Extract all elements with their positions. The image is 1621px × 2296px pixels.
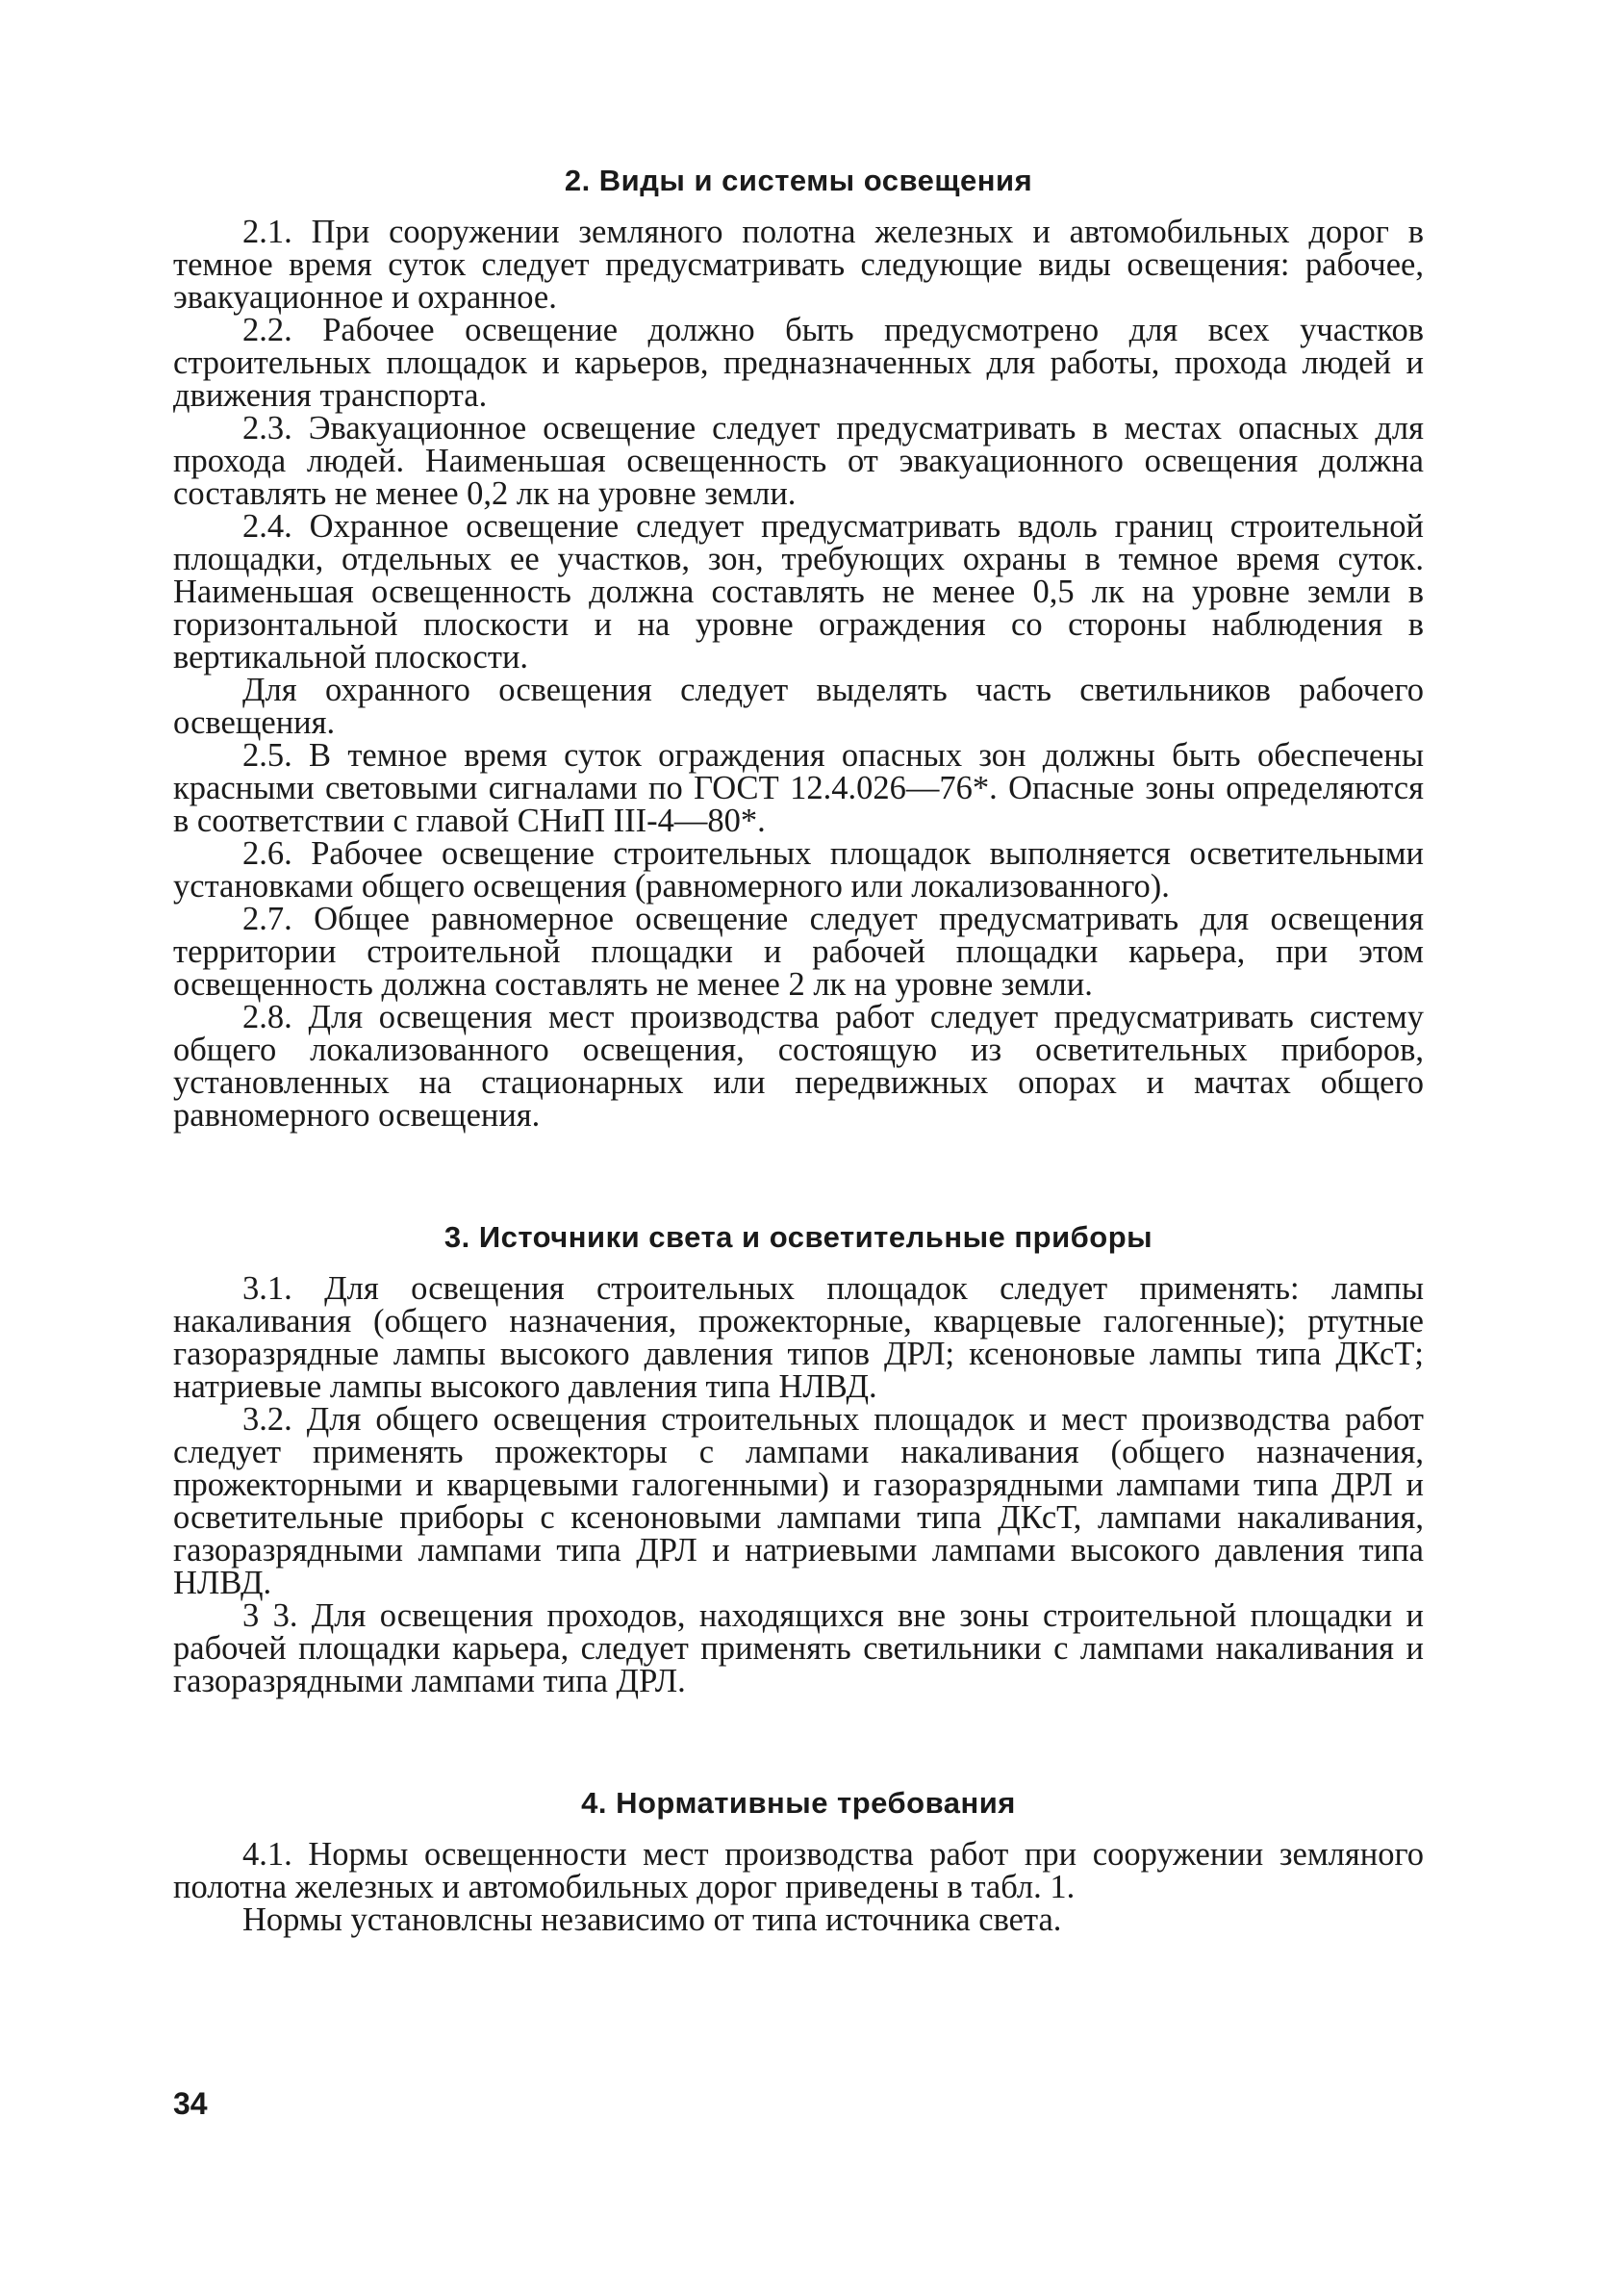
paragraph-2-1: 2.1. При сооружении земляного полотна железных и автомобильных дорог в темное время суток следует предусматривать следующие виды освещения: рабочее, эвакуационное и охранное. bbox=[173, 214, 1424, 316]
paragraph-4-1-note: Нормы установлсны независимо от типа источника света. bbox=[242, 1901, 1062, 1938]
paragraph-2-5: 2.5. В темное время суток ограждения опасных зон должны быть обеспечены красными световыми сигналами по ГОСТ 12.4.026—76*. Опасные зоны определяются в соответствии с главой СНиП III-4—80*. bbox=[173, 737, 1424, 839]
paragraph-2-2: 2.2. Рабочее освещение должно быть предусмотрено для всех участков строительных площадок и карьеров, предназначенных для работы, прохода людей и движения транспорта. bbox=[173, 312, 1424, 414]
section-lighting-types bbox=[173, 164, 1424, 1132]
paragraph-4-1: 4.1. Нормы освещенности мест производства работ при сооружении земляного полотна железных и автомобильных дорог приведены в табл. 1. bbox=[173, 1836, 1424, 1905]
paragraph-3-3: 3 3. Для освещения проходов, находящихся вне зоны строительной площадки и рабочей площадки карьера, следует применять светильники с лампами накаливания и газоразрядными лампами типа ДРЛ. bbox=[173, 1597, 1424, 1699]
section-title: 3. Источники света и осветительные приборы bbox=[443, 1220, 1153, 1254]
section-title: 4. Нормативные требования bbox=[581, 1786, 1016, 1820]
section-light-sources bbox=[173, 1220, 1424, 1697]
paragraph-2-4-note: Для охранного освещения следует выделять часть светильников рабочего освещения. bbox=[173, 672, 1424, 741]
paragraph-2-3: 2.3. Эвакуационное освещение следует предусматривать в местах опасных для прохода людей. Наименьшая освещенность от эвакуационного освещения должна составлять не менее 0,2 лк на уровне земли. bbox=[173, 410, 1424, 512]
paragraph-2-6: 2.6. Рабочее освещение строительных площадок выполняется осветительными установками общего освещения (равномерного или локализованного). bbox=[173, 835, 1424, 905]
paragraph-2-4: 2.4. Охранное освещение следует предусматривать вдоль границ строительной площадки, отдельных ее участков, зон, требующих охраны в темное время суток. Наименьшая освещенность должна составлять не менее 0,5 лк на уровне земли в горизонтальной плоскости и на уровне ограждения со стороны наблюдения в вертикальной плоскости. bbox=[173, 508, 1424, 676]
paragraph-3-2: 3.2. Для общего освещения строительных площадок и мест производства работ следует применять прожекторы с лампами накаливания (общего назначения, прожекторными и кварцевыми галогенными) и газоразрядными лампами типа ДРЛ и осветительные приборы с ксеноновыми лампами типа ДКсТ, лампами накаливания, газоразрядными лампами типа ДРЛ и натриевыми лампами высокого давления типа НЛВД. bbox=[173, 1401, 1424, 1601]
section-title: 2. Виды и системы освещения bbox=[564, 164, 1033, 197]
page-content bbox=[173, 164, 1424, 2025]
paragraph-3-1: 3.1. Для освещения строительных площадок следует применять: лампы накаливания (общего назначения, прожекторные, кварцевые галогенные); ртутные газоразрядные лампы высокого давления типов ДРЛ; ксеноновые лампы типа ДКсТ; натриевые лампы высокого давления типа НЛВД. bbox=[173, 1270, 1424, 1405]
section-normative-requirements bbox=[173, 1786, 1424, 1936]
paragraph-2-7: 2.7. Общее равномерное освещение следует предусматривать для освещения территории строительной площадки и рабочей площадки карьера, при этом освещенность должна составлять не менее 2 лк на уровне земли. bbox=[173, 901, 1424, 1003]
paragraph-2-8: 2.8. Для освещения мест производства работ следует предусматривать систему общего локализованного освещения, состоящую из осветительных приборов, установленных на стационарных или передвижных опорах и мачтах общего равномерного освещения. bbox=[173, 999, 1424, 1134]
page-number: 34 bbox=[173, 2086, 208, 2121]
